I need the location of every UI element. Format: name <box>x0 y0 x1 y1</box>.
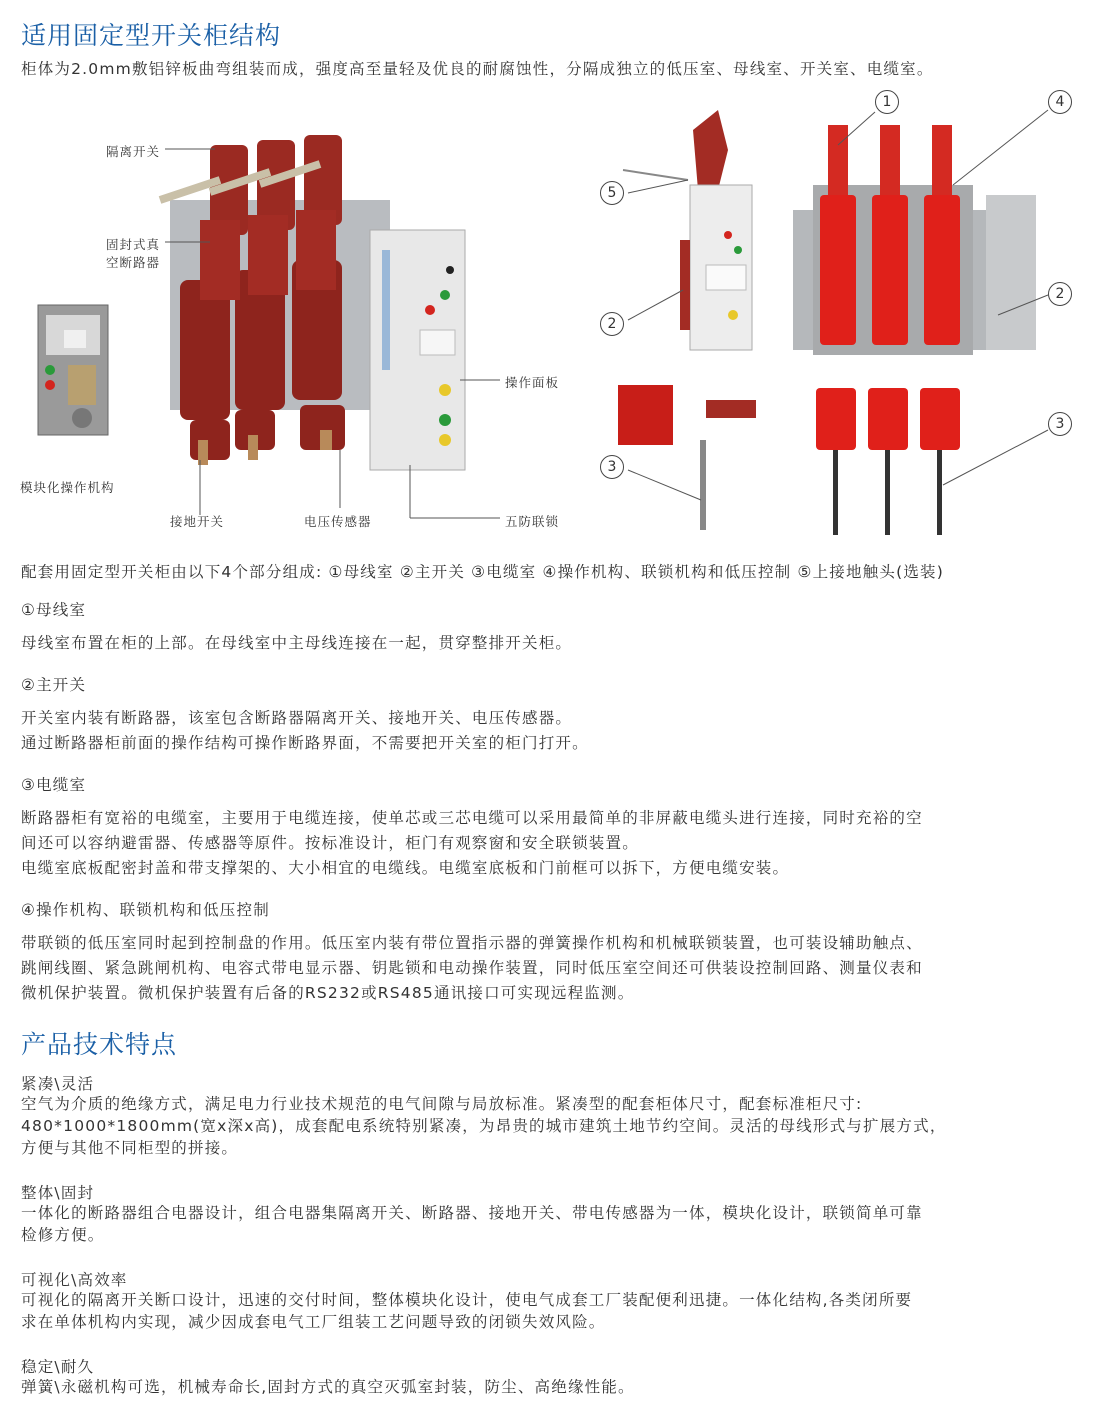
cabinet-compartments-figure <box>598 90 1098 540</box>
label-interlock: 五防联锁 <box>505 514 560 529</box>
part-3-line-2: 间还可以容纳避雷器、传感器等原件。按标准设计，柜门有观察窗和安全联锁装置。 <box>21 834 639 852</box>
callout-1-label: 1 <box>882 94 892 110</box>
part-3-heading: ③电缆室 <box>21 776 87 794</box>
composition-text: 配套用固定型开关柜由以下4个部分组成: ①母线室 ②主开关 ③电缆室 ④操作机构、联锁机构和低压控制 ⑤上接地触头(选装) <box>21 563 944 581</box>
callout-2-left <box>600 312 624 336</box>
feature-3-line-2: 求在单体机构内实现，减少因成套电气工厂组装工艺问题导致的闭锁失效风险。 <box>21 1313 606 1331</box>
part-2-heading: ②主开关 <box>21 676 87 694</box>
callout-5-label: 5 <box>607 185 617 201</box>
label-isolator: 隔离开关 <box>106 144 161 159</box>
label-module-mechanism: 模块化操作机构 <box>20 480 115 495</box>
part-4-line-3: 微机保护装置。微机保护装置有后备的RS232或RS485通讯接口可实现远程监测。 <box>21 984 635 1002</box>
label-vacuum-breaker-2: 空断路器 <box>106 255 161 270</box>
callout-5 <box>600 181 624 205</box>
section-title-structure: 适用固定型开关柜结构 <box>21 21 282 50</box>
part-2-line-1: 开关室内装有断路器，该室包含断路器隔离开关、接地开关、电压传感器。 <box>21 709 573 727</box>
structure-intro: 柜体为2.0mm敷铝锌板曲弯组装而成，强度高至量轻及优良的耐腐蚀性，分隔成独立的低压室、母线室、开关室、电缆室。 <box>21 60 934 78</box>
label-vacuum-breaker-1: 固封式真 <box>106 237 161 252</box>
feature-1-heading: 紧凑\灵活 <box>21 1075 95 1093</box>
feature-2-line-2: 检修方便。 <box>21 1226 105 1244</box>
feature-4-line-1: 弹簧\永磁机构可选，机械寿命长,固封方式的真空灭弧室封装，防尘、高绝缘性能。 <box>21 1378 635 1396</box>
callout-4 <box>1048 90 1072 114</box>
callout-2-right <box>1048 282 1072 306</box>
feature-3-heading: 可视化\高效率 <box>21 1271 128 1289</box>
feature-1-line-2: 480*1000*1800mm(宽x深x高)，成套配电系统特别紧凑，为昂贵的城市建筑土地节约空间。灵活的母线形式与扩展方式， <box>21 1117 947 1135</box>
part-2-line-2: 通过断路器柜前面的操作结构可操作断路界面，不需要把开关室的柜门打开。 <box>21 734 589 752</box>
breaker-assembly-illustration <box>20 120 580 540</box>
part-3-line-3: 电缆室底板配密封盖和带支撑架的、大小相宜的电缆线。电缆室底板和门前框可以拆下，方便电缆安装。 <box>21 859 790 877</box>
part-4-heading: ④操作机构、联锁机构和低压控制 <box>21 901 270 919</box>
part-3-line-1: 断路器柜有宽裕的电缆室，主要用于电缆连接，使单芯或三芯电缆可以采用最简单的非屏蔽电缆头进行连接，同时充裕的空 <box>21 809 923 827</box>
part-1-line-1: 母线室布置在柜的上部。在母线室中主母线连接在一起，贯穿整排开关柜。 <box>21 634 573 652</box>
feature-1-line-3: 方便与其他不同柜型的拼接。 <box>21 1139 239 1157</box>
callout-1 <box>875 90 899 114</box>
breaker-assembly-figure <box>20 120 580 540</box>
operating-panel-image <box>370 230 465 470</box>
callout-3-right-label: 3 <box>1055 416 1065 432</box>
callout-3-left <box>600 455 624 479</box>
feature-4-heading: 稳定\耐久 <box>21 1358 95 1376</box>
feature-2-line-1: 一体化的断路器组合电器设计，组合电器集隔离开关、断路器、接地开关、带电传感器为一体，模块化设计，联锁简单可靠 <box>21 1204 923 1222</box>
callout-3-left-label: 3 <box>607 459 617 475</box>
insulator-columns <box>160 135 345 465</box>
front-view-image <box>793 125 1036 535</box>
label-operating-panel: 操作面板 <box>505 375 560 390</box>
callout-4-label: 4 <box>1055 94 1065 110</box>
feature-3-line-1: 可视化的隔离开关断口设计，迅速的交付时间，整体模块化设计，使电气成套工厂装配便利迅捷。一体化结构,各类闭所要 <box>21 1291 913 1309</box>
label-earth-switch: 接地开关 <box>170 514 225 529</box>
feature-1-line-1: 空气为介质的绝缘方式，满足电力行业技术规范的电气间隙与局放标准。紧凑型的配套柜体尺寸，配套标准柜尺寸: <box>21 1095 863 1113</box>
callout-3-right <box>1048 412 1072 436</box>
label-voltage-sensor: 电压传感器 <box>304 514 372 529</box>
part-4-line-2: 跳闸线圈、紧急跳闸机构、电容式带电显示器、钥匙锁和电动操作装置，同时低压室空间还可供装设控制回路、测量仪表和 <box>21 959 923 977</box>
feature-2-heading: 整体\固封 <box>21 1184 95 1202</box>
section-title-features: 产品技术特点 <box>21 1030 178 1059</box>
part-4-line-1: 带联锁的低压室同时起到控制盘的作用。低压室内装有带位置指示器的弹簧操作机构和机械联锁装置，也可装设辅助触点、 <box>21 934 923 952</box>
side-view-image <box>618 110 756 530</box>
cabinet-illustration <box>598 90 1098 540</box>
callout-2-right-label: 2 <box>1055 286 1065 302</box>
part-1-heading: ①母线室 <box>21 601 87 619</box>
callout-2-left-label: 2 <box>607 316 617 332</box>
module-mechanism-image <box>38 305 108 435</box>
